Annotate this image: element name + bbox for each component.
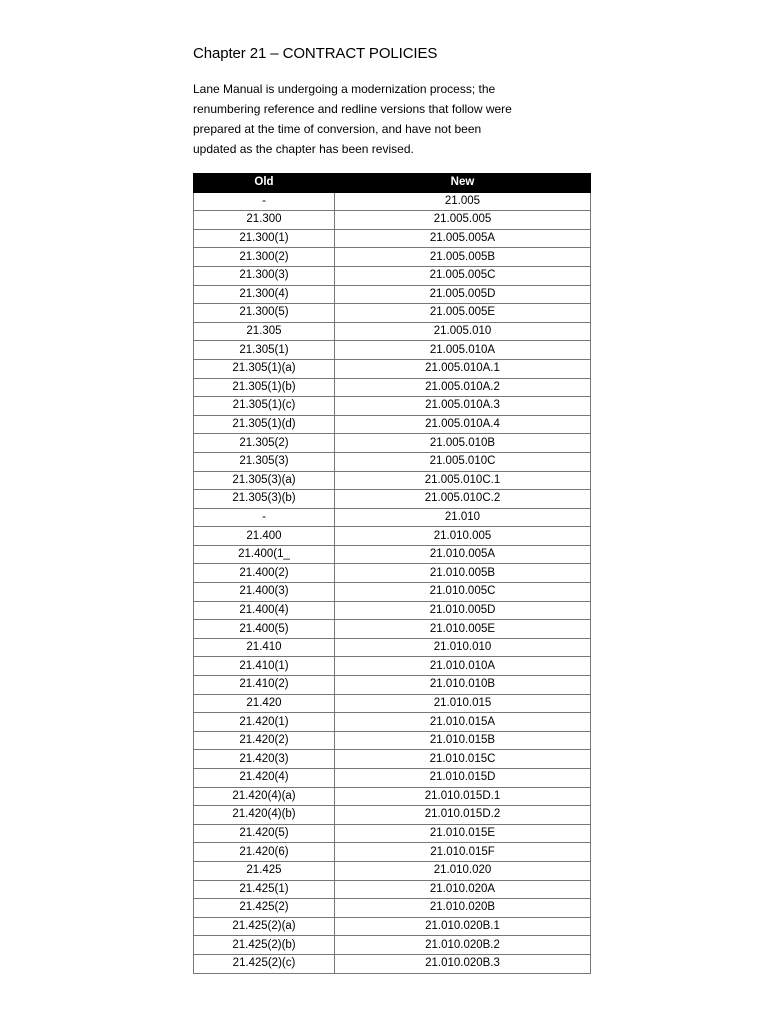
cell-old-number: 21.305(1)(c) xyxy=(194,397,335,416)
cell-new-number: 21.005.010C xyxy=(335,452,591,471)
cell-old-number: 21.400(5) xyxy=(194,620,335,639)
cell-old-number: 21.410(2) xyxy=(194,676,335,695)
cell-new-number: 21.010.020A xyxy=(335,880,591,899)
cell-new-number: 21.005.005D xyxy=(335,285,591,304)
intro-line: updated as the chapter has been revised. xyxy=(193,142,414,156)
cell-old-number: 21.305(2) xyxy=(194,434,335,453)
table-row xyxy=(194,527,591,546)
cell-new-number: 21.005.010A.4 xyxy=(335,415,591,434)
table-row xyxy=(194,211,591,230)
table-row xyxy=(194,694,591,713)
table-row xyxy=(194,545,591,564)
table-row xyxy=(194,638,591,657)
table-row xyxy=(194,266,591,285)
cell-old-number: 21.410 xyxy=(194,638,335,657)
cell-old-number: 21.425(2) xyxy=(194,899,335,918)
table-row xyxy=(194,954,591,973)
cell-new-number: 21.005.010A.2 xyxy=(335,378,591,397)
cell-old-number: 21.425(2)(a) xyxy=(194,917,335,936)
intro-paragraph xyxy=(193,79,563,159)
cell-old-number: 21.420(4) xyxy=(194,769,335,788)
cell-old-number: 21.400 xyxy=(194,527,335,546)
cell-old-number: 21.410(1) xyxy=(194,657,335,676)
column-header-old: Old xyxy=(194,174,335,193)
cell-new-number: 21.005.010C.1 xyxy=(335,471,591,490)
cell-new-number: 21.010.005C xyxy=(335,583,591,602)
cell-new-number: 21.010.015F xyxy=(335,843,591,862)
cell-old-number: 21.305 xyxy=(194,322,335,341)
table-row xyxy=(194,285,591,304)
intro-line: renumbering reference and redline versions that follow were xyxy=(193,102,512,116)
table-row xyxy=(194,843,591,862)
table-row xyxy=(194,564,591,583)
renumbering-table xyxy=(193,173,591,974)
cell-old-number: 21.305(1)(d) xyxy=(194,415,335,434)
table-row xyxy=(194,304,591,323)
intro-line: prepared at the time of conversion, and have not been xyxy=(193,122,482,136)
cell-new-number: 21.010.015A xyxy=(335,713,591,732)
cell-old-number: 21.305(3)(a) xyxy=(194,471,335,490)
cell-old-number: 21.420(3) xyxy=(194,750,335,769)
cell-new-number: 21.010.005 xyxy=(335,527,591,546)
cell-old-number: 21.420(1) xyxy=(194,713,335,732)
cell-new-number: 21.005.010A.3 xyxy=(335,397,591,416)
page-title: Chapter 21 – CONTRACT POLICIES xyxy=(193,45,438,62)
cell-old-number: 21.300 xyxy=(194,211,335,230)
table-row xyxy=(194,378,591,397)
cell-new-number: 21.010.015D.2 xyxy=(335,806,591,825)
cell-new-number: 21.005 xyxy=(335,192,591,211)
table-row xyxy=(194,248,591,267)
cell-old-number: 21.425(2)(c) xyxy=(194,954,335,973)
cell-new-number: 21.010.020B.2 xyxy=(335,936,591,955)
cell-new-number: 21.005.005B xyxy=(335,248,591,267)
cell-new-number: 21.005.005C xyxy=(335,266,591,285)
cell-old-number: 21.400(1_ xyxy=(194,545,335,564)
cell-old-number: 21.305(3)(b) xyxy=(194,490,335,509)
table-row xyxy=(194,397,591,416)
cell-new-number: 21.010.005B xyxy=(335,564,591,583)
cell-old-number: - xyxy=(194,192,335,211)
cell-old-number: 21.300(1) xyxy=(194,229,335,248)
table-row xyxy=(194,452,591,471)
cell-old-number: 21.420(2) xyxy=(194,731,335,750)
cell-new-number: 21.010.020B.3 xyxy=(335,954,591,973)
table-row xyxy=(194,415,591,434)
cell-new-number: 21.010.020B.1 xyxy=(335,917,591,936)
table-row xyxy=(194,583,591,602)
table-row xyxy=(194,769,591,788)
cell-new-number: 21.010.020 xyxy=(335,861,591,880)
cell-new-number: 21.010.015E xyxy=(335,824,591,843)
table-row xyxy=(194,192,591,211)
table-row xyxy=(194,322,591,341)
table-row xyxy=(194,731,591,750)
table-row xyxy=(194,229,591,248)
cell-old-number: 21.305(1) xyxy=(194,341,335,360)
cell-old-number: 21.300(5) xyxy=(194,304,335,323)
cell-new-number: 21.005.010C.2 xyxy=(335,490,591,509)
cell-new-number: 21.005.010 xyxy=(335,322,591,341)
cell-new-number: 21.010 xyxy=(335,508,591,527)
table-row xyxy=(194,601,591,620)
cell-old-number: 21.425(1) xyxy=(194,880,335,899)
cell-new-number: 21.005.010A.1 xyxy=(335,359,591,378)
cell-new-number: 21.005.005 xyxy=(335,211,591,230)
cell-old-number: 21.400(4) xyxy=(194,601,335,620)
cell-old-number: 21.300(2) xyxy=(194,248,335,267)
table-row xyxy=(194,936,591,955)
table-row xyxy=(194,750,591,769)
table-row xyxy=(194,899,591,918)
cell-new-number: 21.010.015D.1 xyxy=(335,787,591,806)
table-row xyxy=(194,676,591,695)
cell-old-number: 21.425 xyxy=(194,861,335,880)
cell-old-number: 21.400(3) xyxy=(194,583,335,602)
table-row xyxy=(194,917,591,936)
table-row xyxy=(194,341,591,360)
table-row xyxy=(194,490,591,509)
table-row xyxy=(194,434,591,453)
cell-new-number: 21.005.010B xyxy=(335,434,591,453)
table-body xyxy=(194,192,591,973)
intro-line: Lane Manual is undergoing a modernization process; the xyxy=(193,82,496,96)
table-row xyxy=(194,657,591,676)
cell-old-number: 21.400(2) xyxy=(194,564,335,583)
cell-new-number: 21.010.005A xyxy=(335,545,591,564)
cell-old-number: 21.420(6) xyxy=(194,843,335,862)
cell-old-number: 21.420(5) xyxy=(194,824,335,843)
table-row xyxy=(194,880,591,899)
cell-old-number: 21.305(1)(a) xyxy=(194,359,335,378)
cell-new-number: 21.005.005E xyxy=(335,304,591,323)
cell-new-number: 21.010.015C xyxy=(335,750,591,769)
table-row xyxy=(194,508,591,527)
table-header-row xyxy=(194,174,591,193)
table-row xyxy=(194,806,591,825)
cell-new-number: 21.010.005E xyxy=(335,620,591,639)
table-row xyxy=(194,359,591,378)
cell-new-number: 21.010.010 xyxy=(335,638,591,657)
cell-new-number: 21.010.005D xyxy=(335,601,591,620)
cell-old-number: 21.420(4)(b) xyxy=(194,806,335,825)
cell-new-number: 21.005.005A xyxy=(335,229,591,248)
cell-new-number: 21.010.015D xyxy=(335,769,591,788)
cell-old-number: 21.425(2)(b) xyxy=(194,936,335,955)
cell-old-number: 21.300(3) xyxy=(194,266,335,285)
cell-new-number: 21.010.010B xyxy=(335,676,591,695)
cell-new-number: 21.010.015B xyxy=(335,731,591,750)
cell-old-number: 21.305(3) xyxy=(194,452,335,471)
cell-old-number: 21.305(1)(b) xyxy=(194,378,335,397)
table-row xyxy=(194,713,591,732)
table-row xyxy=(194,861,591,880)
cell-new-number: 21.010.015 xyxy=(335,694,591,713)
cell-old-number: 21.420(4)(a) xyxy=(194,787,335,806)
column-header-new: New xyxy=(335,174,591,193)
table-row xyxy=(194,471,591,490)
table-row xyxy=(194,824,591,843)
table-row xyxy=(194,787,591,806)
cell-old-number: 21.420 xyxy=(194,694,335,713)
cell-new-number: 21.005.010A xyxy=(335,341,591,360)
cell-old-number: - xyxy=(194,508,335,527)
cell-new-number: 21.010.020B xyxy=(335,899,591,918)
cell-old-number: 21.300(4) xyxy=(194,285,335,304)
table-row xyxy=(194,620,591,639)
cell-new-number: 21.010.010A xyxy=(335,657,591,676)
